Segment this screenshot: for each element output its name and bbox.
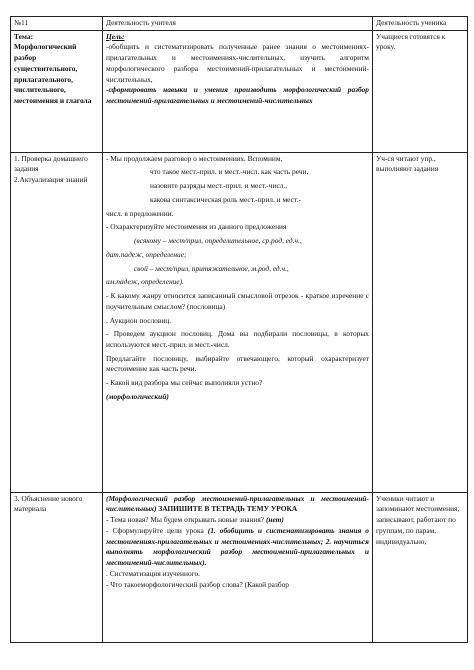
- text-line: . Аукцион пословиц.: [106, 315, 172, 325]
- text-line: - Сформулируйте цели урока: [106, 525, 204, 535]
- text-line: . Систематизация изученного.: [106, 568, 201, 578]
- text-line: (нет): [265, 515, 284, 525]
- text-line: - К какому жанру относится записанный смысловой отрезок - краткое изречение с поучительным смыслом? (пословица): [106, 291, 369, 311]
- text-line: Предлагайте пословицу, выбирайте отвечающего, который охарактеризует местоимение как часть речи.: [106, 353, 369, 374]
- header-row: [11, 17, 468, 31]
- text-line: дат.падеж, определение;: [106, 249, 187, 259]
- new-material-cell: [103, 492, 373, 642]
- text-line: (всякому – мест/прил, определительное, ср.род, ед.ч.,: [134, 236, 302, 246]
- student-prep-cell: Учащиеся готовятся к уроку.: [373, 30, 468, 152]
- text-line: числ. в предложении.: [106, 208, 174, 218]
- stage-homework: 1. Проверка домашнего задания: [14, 153, 88, 174]
- student-new-material-cell: Ученики читают и запоминают местоимения, записывают, работают по группам, по парам, индивидуально,: [373, 492, 468, 642]
- text-line: им.падеж, определение).: [106, 277, 184, 287]
- teacher-activity-cell: [103, 152, 373, 492]
- goals-cell: [103, 30, 373, 152]
- stage-actualization: 2.Актуализация знаний: [14, 175, 88, 185]
- text-line: - Охарактеризуйте местоимения из данного предложения: [106, 222, 287, 232]
- text-line: - Мы продолжаем разговор о местоимениях. Вспомним,: [106, 153, 283, 163]
- goals-label: Цель:: [106, 31, 125, 41]
- text-line: - Тема новая? Мы будем открывать новые знания?: [106, 515, 265, 525]
- stage-new-material: 3. Объяснение нового материала: [11, 492, 103, 642]
- lesson-plan-table: [10, 16, 468, 643]
- row-homework: [11, 152, 468, 492]
- text-line: - Какой вид разбора мы сейчас выполняли устно?: [106, 378, 263, 388]
- header-student: Деятельность ученика: [373, 17, 468, 31]
- goal-2: -сформировать навыки и умения производить морфологический разбор местоимений-прилагательных и местоимений-числительных: [106, 85, 369, 106]
- text-line: что такое мест.-прил. и мест.-числ. как часть речи,: [150, 167, 309, 177]
- text-line: ЗАПИШИТЕ В ТЕТРАДЬ ТЕМУ УРОКА: [158, 504, 298, 514]
- topic-text: Морфологический разбор существительного, прилагательного, числительного, местоимения и глагола: [14, 42, 92, 106]
- row-topic: [11, 30, 468, 152]
- text-line: (1. обобщить и систематизировать знания о местоимениях-прилагательных и местоимениях-числительных; 2. научиться выполнять морфологический разбор местоимений-прилагательных и местоимений-числительных).: [106, 525, 369, 568]
- text-line: - Что такоеморфологический разбор слова? (Какой разбор: [106, 579, 289, 589]
- topic-cell: [11, 30, 103, 152]
- student-activity-cell: Уч-ся читают упр., выполняют задания: [373, 152, 468, 492]
- topic-label: Тема:: [14, 31, 34, 41]
- text-line: назовите разряды мест.-прил. и мест.-числ.,: [150, 181, 288, 191]
- header-number: №11: [11, 17, 103, 31]
- text-line: (Морфологический разбор местоимений-прилагательных и местоимений-числительных): [106, 493, 369, 514]
- row-new-material: [11, 492, 468, 642]
- text-line: - Проведем аукцион пословиц. Дома вы подбирали пословицы, в которых используются мест.-прил. и мест.-числ.: [106, 329, 369, 350]
- text-line: какова синтаксическая роль мест.-прил. и мест.-: [150, 194, 301, 204]
- text-line: (морфологический): [106, 391, 169, 401]
- goal-1: -обобщить и систематизировать полученные ранее знания о местоимениях-прилагательных и местоимениях-числительных, изучить алгоритм морфологического разбора местоимений-прилагательных и местоимений-числительных,: [106, 42, 369, 84]
- header-teacher: Деятельность учителя: [103, 17, 373, 31]
- stage-cell: [11, 152, 103, 492]
- text-line: свой – мест/прил, притяжательное, м.род, ед.ч.,: [134, 263, 289, 273]
